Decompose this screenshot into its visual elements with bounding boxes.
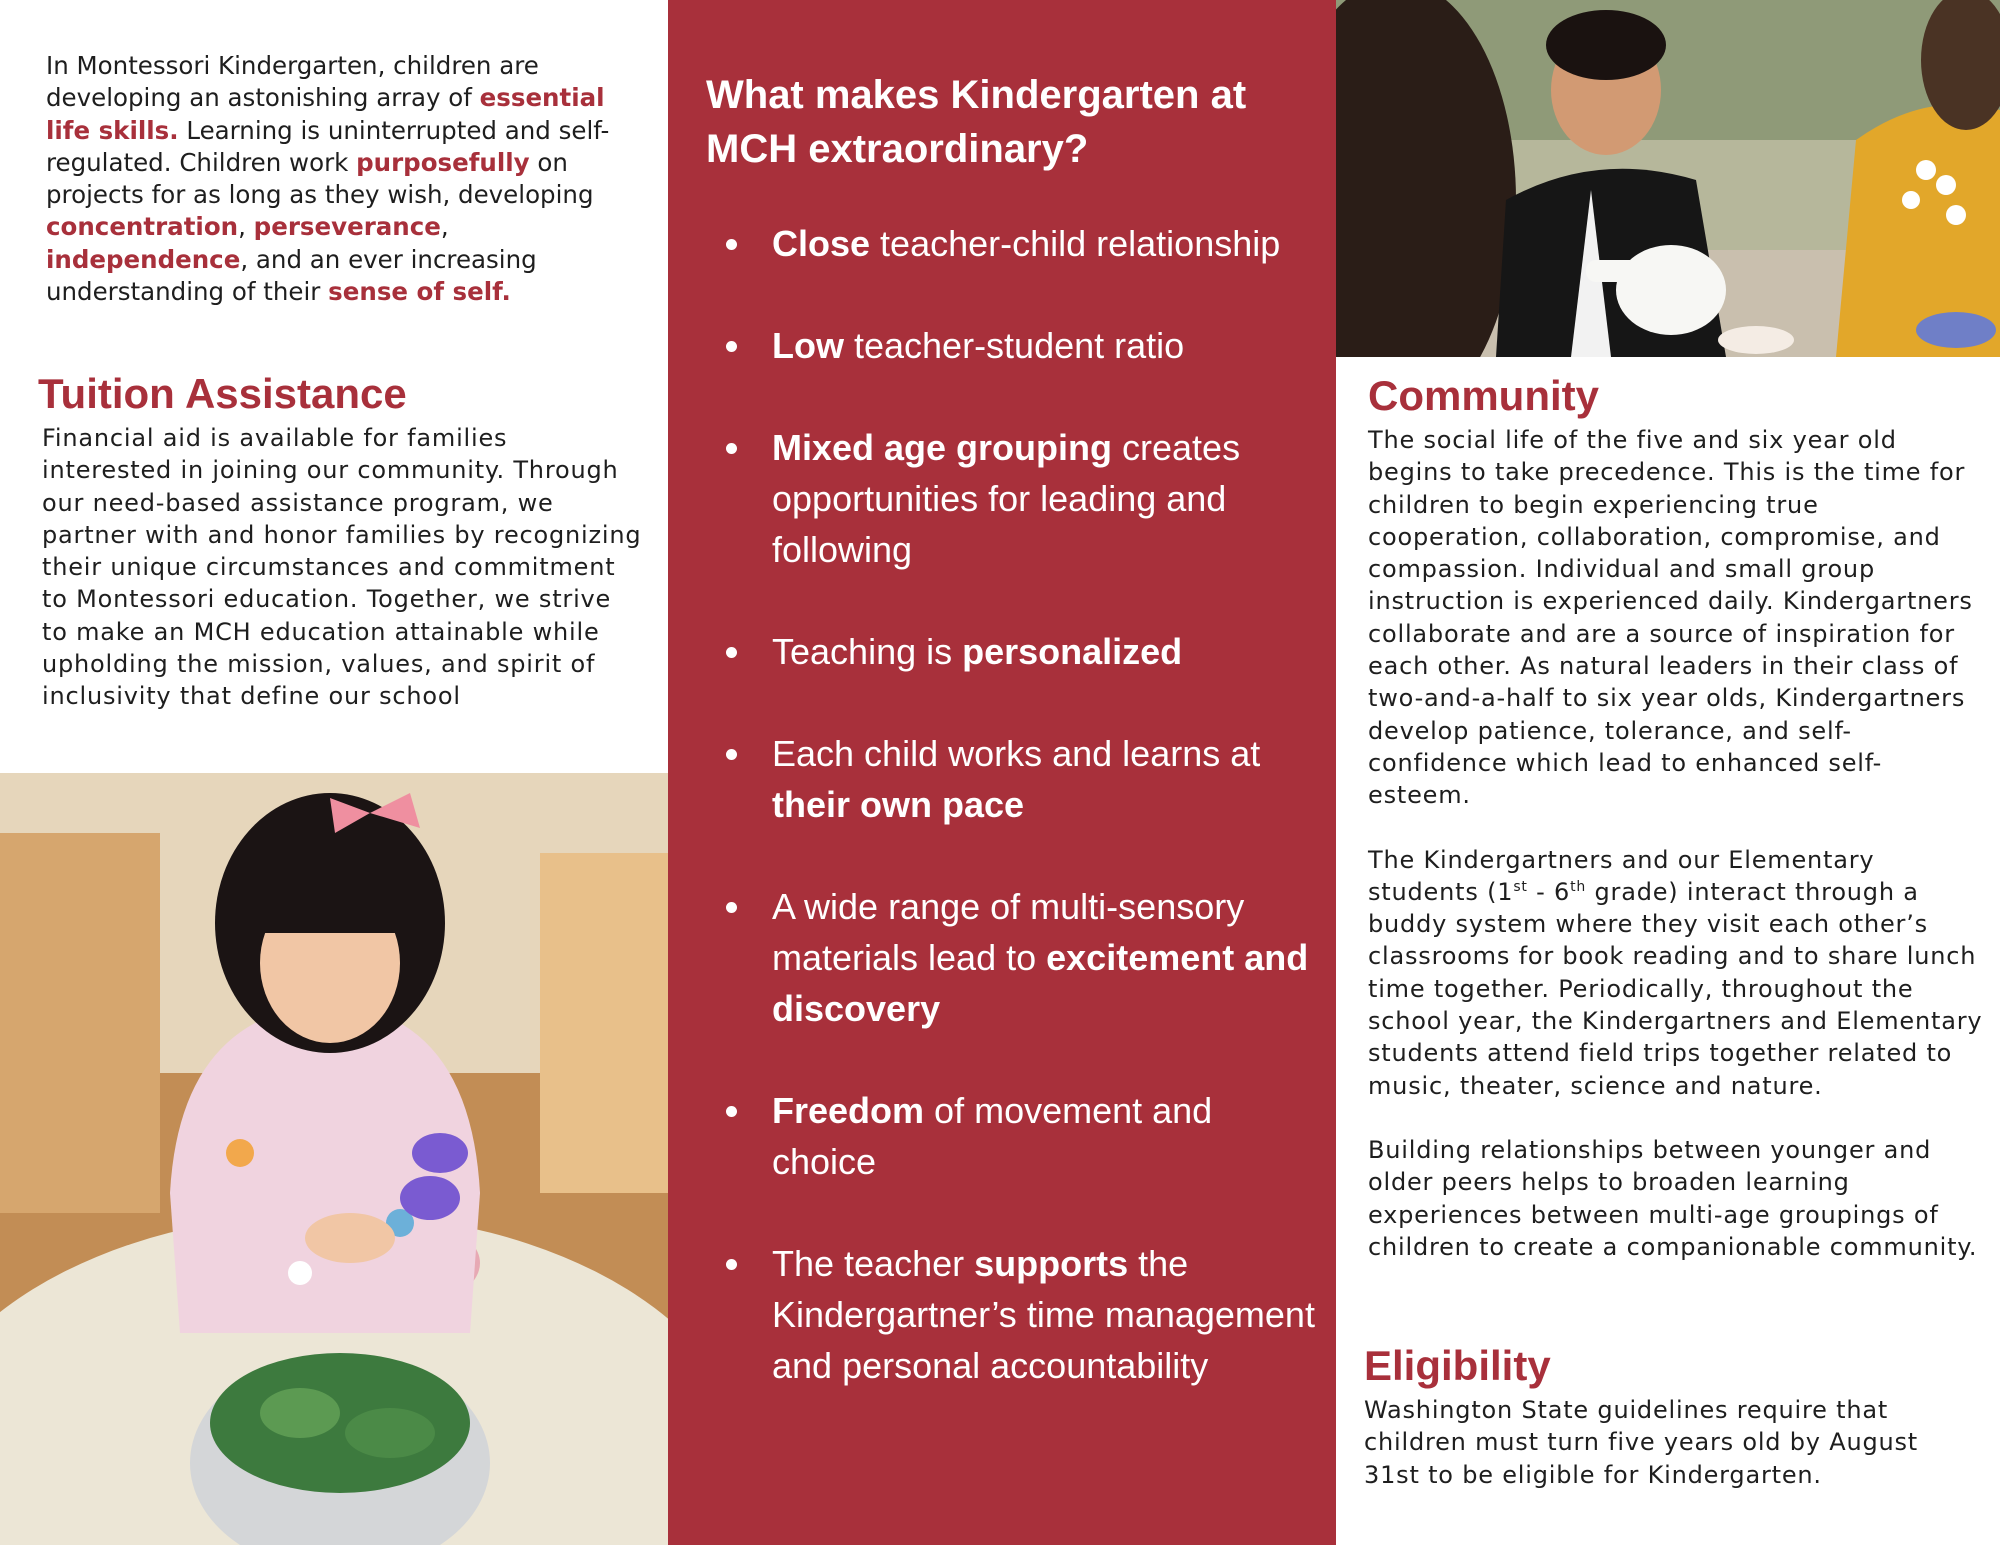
- intro-text: , and an ever increasing understanding of their: [46, 244, 537, 307]
- feature-item: [706, 1238, 1316, 1391]
- child-pouring-tea-photo: [1336, 0, 2000, 357]
- community-text: The Kindergartners and our Elementary students (1: [1368, 845, 1875, 906]
- feature-emphasis: their own pace: [772, 784, 1025, 825]
- feature-emphasis: personalized: [962, 631, 1183, 672]
- feature-item: [706, 320, 1316, 371]
- feature-item: [706, 881, 1316, 1034]
- eligibility-body: Washington State guidelines require that children must turn five years old by August 31st to be eligible for Kindergarten.: [1364, 1396, 1919, 1489]
- intro-highlight: perseverance: [253, 212, 441, 242]
- feature-text: Teaching is: [772, 631, 963, 672]
- feature-emphasis: Freedom: [772, 1090, 925, 1131]
- feature-item: [706, 728, 1316, 830]
- intro-highlight: sense of self.: [328, 277, 511, 307]
- feature-emphasis: Low: [772, 325, 844, 366]
- child-cutting-greens-photo: [0, 773, 668, 1545]
- ordinal-suffix: th: [1570, 878, 1587, 895]
- features-panel: [668, 0, 1336, 1545]
- intro-highlight: essential life skills.: [46, 83, 605, 145]
- community-text: - 6: [1527, 877, 1571, 906]
- tuition-assistance-body: Financial aid is available for families interested in joining our community. Through our need-based assistance program, we partner with and honor families by recognizing their unique circumstances and commitment to Montessori education. Together, we strive to make an MCH education attainable while upholding the mission, values, and spirit of inclusivity that define our school: [42, 424, 642, 711]
- eligibility-heading: Eligibility: [1364, 1342, 1551, 1389]
- feature-item: [706, 422, 1316, 575]
- feature-text: the Kindergartner’s time management and personal accountability: [772, 1243, 1315, 1386]
- feature-text: Each child works and learns at: [772, 733, 1261, 774]
- feature-text: The teacher: [772, 1243, 975, 1284]
- intro-text: ,: [238, 212, 254, 242]
- community-paragraph: Building relationships between younger and older peers helps to broaden learning experiences between multi-age groupings of children to create a companionable community.: [1368, 1135, 1978, 1261]
- intro-text: Learning is uninterrupted and self-regulated. Children work: [46, 115, 610, 177]
- community-text: grade) interact through a buddy system where they visit each other’s classrooms for book reading and to share lunch time together. Periodically, throughout the school year, the Kindergartners and Elementary students attend field trips together related to music, theater, science and nature.: [1368, 877, 1983, 1100]
- features-heading: What makes Kindergarten at MCH extraordinary?: [706, 73, 1247, 171]
- ordinal-suffix: st: [1513, 878, 1528, 895]
- tuition-assistance-heading: Tuition Assistance: [38, 370, 407, 417]
- feature-emphasis: excitement and discovery: [772, 937, 1309, 1029]
- feature-emphasis: Close: [772, 223, 871, 264]
- feature-text: teacher-child relationship: [870, 223, 1281, 264]
- community-paragraph: [1368, 844, 1983, 1102]
- feature-emphasis: Mixed age grouping: [772, 427, 1113, 468]
- feature-text: creates opportunities for leading and following: [772, 427, 1241, 570]
- feature-item: [706, 218, 1316, 269]
- intro-highlight: concentration: [46, 212, 239, 242]
- feature-item: [706, 1085, 1316, 1187]
- intro-text: In Montessori Kindergarten, children are developing an astonishing array of: [46, 51, 539, 113]
- community-heading: Community: [1368, 372, 1599, 419]
- intro-paragraph: [46, 50, 646, 308]
- feature-text: teacher-student ratio: [843, 325, 1185, 366]
- intro-text: on projects for as long as they wish, developing: [46, 147, 594, 210]
- intro-highlight: independence: [46, 244, 241, 274]
- feature-emphasis: supports: [974, 1243, 1129, 1284]
- feature-text: A wide range of multi-sensory materials lead to: [772, 886, 1245, 978]
- feature-text: of movement and choice: [772, 1090, 1213, 1182]
- intro-highlight: purposefully: [356, 147, 530, 177]
- intro-text: ,: [440, 212, 449, 242]
- community-paragraph: The social life of the five and six year old begins to take precedence. This is the time for children to begin experiencing true cooperation, collaboration, compromise, and compassion. Individual and small group instruction is experienced daily. Kindergartners collaborate and are a source of inspiration for each other. As natural leaders in their class of two-and-a-half to six year olds, Kindergartners develop patience, tolerance, and self-confidence which lead to enhanced self-esteem.: [1368, 426, 1973, 810]
- community-body: [1368, 424, 1983, 1263]
- features-list: [706, 218, 1316, 1391]
- feature-item: [706, 626, 1316, 677]
